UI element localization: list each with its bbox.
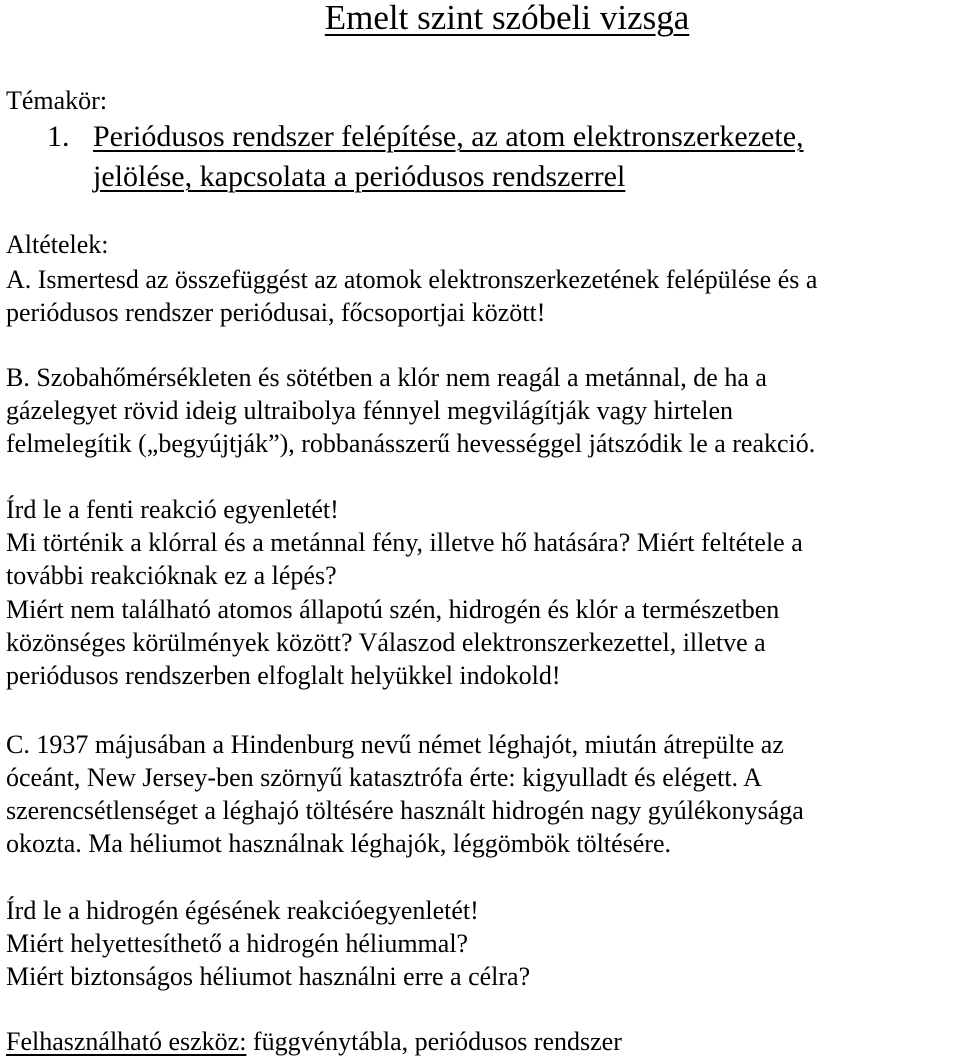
topic-line-1: [93, 117, 804, 157]
subtopic-c-line-2: óceánt, New Jersey-ben szörnyű katasztrófa érte: kigyulladt és elégett. A: [6, 763, 762, 792]
topic-line-1-text: Periódusos rendszer felépítése, az atom elektronszerkezete,: [93, 120, 804, 153]
subtopic-b-line-1: B. Szobahőmérsékleten és sötétben a klór nem reagál a metánnal, de ha a: [6, 363, 767, 392]
b-question-2: Mi történik a klórral és a metánnal fény, illetve hő hatására? Miért feltétele a: [6, 528, 803, 557]
c-question-1: Írd le a hidrogén égésének reakcióegyenletét!: [6, 896, 479, 925]
subtopic-c-line-1: C. 1937 májusában a Hindenburg nevű német léghajót, miután átrepülte az: [6, 730, 784, 759]
page-title: [0, 0, 960, 40]
c-question-3: Miért biztonságos héliumot használni erre a célra?: [6, 962, 531, 991]
b-question-1: Írd le a fenti reakció egyenletét!: [6, 495, 339, 524]
b-question-5: közönséges körülmények között? Válaszod elektronszerkezettel, illetve a: [6, 628, 766, 657]
subtopic-a-line-2: periódusos rendszer periódusai, főcsoportjai között!: [6, 298, 546, 327]
b-question-6: periódusos rendszerben elfoglalt helyükkel indokold!: [6, 661, 561, 690]
subtopic-b-line-2: gázelegyet rövid ideig ultraibolya fénnyel megvilágítják vagy hirtelen: [6, 396, 734, 425]
tools-line: [6, 1025, 622, 1059]
c-question-2: Miért helyettesíthető a hidrogén héliummal?: [6, 929, 469, 958]
topic-number: 1.: [47, 120, 70, 153]
topic-label: Témakör:: [6, 86, 108, 115]
tools-value: függvénytábla, periódusos rendszer: [246, 1027, 622, 1056]
subtopic-c-line-3: szerencsétlenséget a léghajó töltésére használt hidrogén nagy gyúlékonysága: [6, 796, 804, 825]
topic-line-2: [93, 157, 625, 197]
topic-line-2-text: jelölése, kapcsolata a periódusos rendszerrel: [93, 160, 626, 193]
subtopic-c-line-4: okozta. Ma héliumot használnak léghajók, léggömbök töltésére.: [6, 829, 671, 858]
tools-label: Felhasználható eszköz:: [6, 1027, 247, 1056]
subtopics-label: Altételek:: [6, 230, 109, 259]
b-question-4: Miért nem található atomos állapotú szén, hidrogén és klór a természetben: [6, 595, 780, 624]
title-text: Emelt szint szóbeli vizsga: [324, 0, 690, 37]
b-question-3: további reakcióknak ez a lépés?: [6, 561, 337, 590]
subtopic-b-line-3: felmelegítik („begyújtják”), robbanásszerű hevességgel játszódik le a reakció.: [6, 429, 816, 458]
subtopic-a-line-1: A. Ismertesd az összefüggést az atomok elektronszerkezetének felépülése és a: [6, 265, 818, 294]
